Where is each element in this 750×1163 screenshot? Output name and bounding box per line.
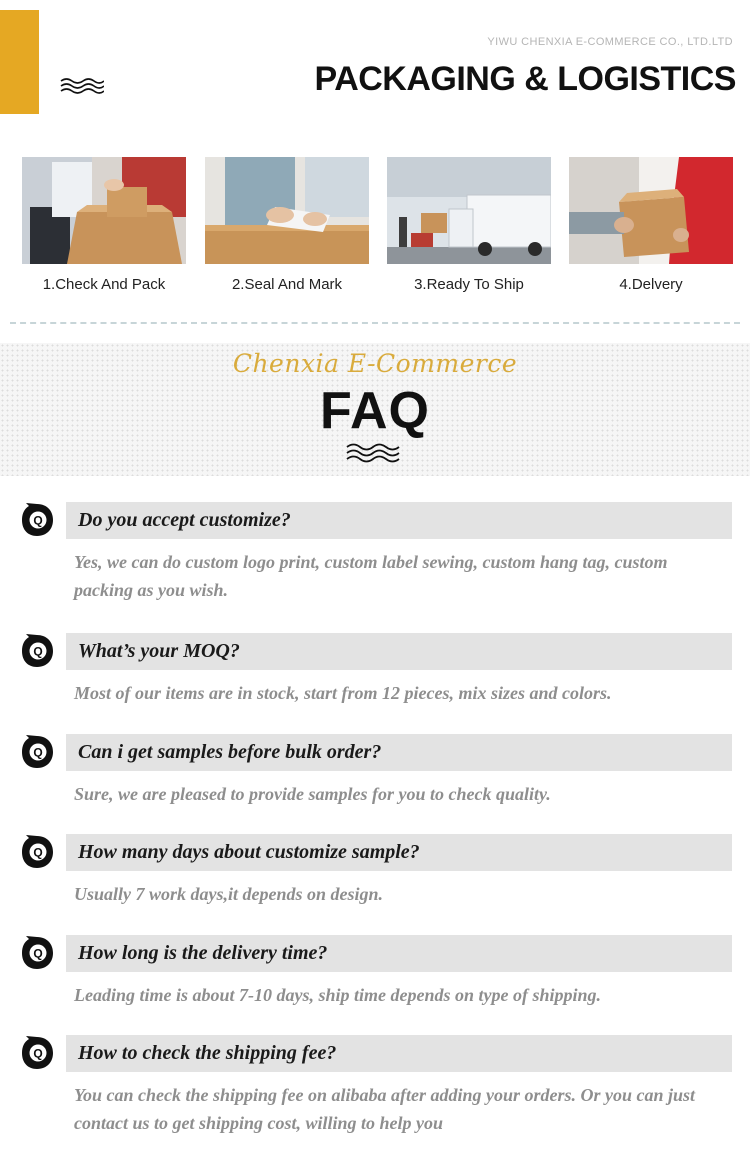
answer-text: Sure, we are pleased to provide samples for you to check quality. <box>74 784 551 804</box>
question-bar <box>66 734 732 771</box>
sealing-photo <box>205 157 369 264</box>
step-label: 3.Ready To Ship <box>414 276 524 293</box>
delivery-photo <box>569 157 733 264</box>
question-badge-icon <box>20 935 54 971</box>
step-label: 1.Check And Pack <box>42 276 166 293</box>
accent-bar <box>0 10 39 114</box>
question-bar <box>66 633 732 670</box>
packing-photo <box>22 157 186 264</box>
answer-text: Usually 7 work days,it depends on design. <box>74 884 384 904</box>
svg-text:Q: Q <box>33 1046 43 1061</box>
question-bar <box>66 1035 732 1072</box>
section-divider <box>10 322 740 324</box>
answer-text: Yes, we can do custom logo print, custom label sewing, custom hang tag, custom packing as you wish. <box>74 552 668 600</box>
step-label: 4.Delvery <box>619 276 683 293</box>
waves-icon <box>60 78 104 94</box>
step-delivery <box>569 157 733 293</box>
question-text: How many days about customize sample? <box>78 841 420 863</box>
script-title: Chenxia E-Commerce <box>232 349 518 378</box>
question-badge-icon <box>20 834 54 870</box>
svg-text:Q: Q <box>33 946 43 961</box>
question-text: Do you accept customize? <box>78 509 291 531</box>
answer-text: Most of our items are in stock, start from 12 pieces, mix sizes and colors. <box>74 683 612 703</box>
svg-text:Q: Q <box>33 513 43 528</box>
header <box>0 0 750 120</box>
question-badge-icon <box>20 502 54 538</box>
faq-title: FAQ <box>320 382 430 440</box>
step-label: 2.Seal And Mark <box>231 276 343 293</box>
question-badge-icon <box>20 1035 54 1071</box>
svg-text:Q: Q <box>33 745 43 760</box>
answer-text: You can check the shipping fee on alibaba after adding your orders. Or you can just contact us to get shipping cost, willing to help you <box>74 1085 696 1133</box>
question-bar <box>66 834 732 871</box>
van-photo <box>387 157 551 264</box>
question-text: How long is the delivery time? <box>78 942 328 964</box>
question-text: How to check the shipping fee? <box>78 1042 337 1064</box>
page-title: PACKAGING & LOGISTICS <box>314 60 736 98</box>
step-ready-to-ship <box>387 157 551 293</box>
question-text: What’s your MOQ? <box>78 640 240 662</box>
svg-text:Q: Q <box>33 845 43 860</box>
question-badge-icon <box>20 633 54 669</box>
waves-icon <box>346 443 400 463</box>
company-name: YIWU CHENXIA E-COMMERCE CO., LTD.LTD <box>487 36 733 48</box>
question-badge-icon <box>20 734 54 770</box>
question-bar <box>66 502 732 539</box>
step-check-and-pack <box>22 157 186 293</box>
logistics-steps <box>22 157 734 297</box>
question-text: Can i get samples before bulk order? <box>78 741 382 763</box>
answer-text: Leading time is about 7-10 days, ship time depends on type of shipping. <box>74 985 602 1005</box>
faq-banner <box>0 343 750 476</box>
svg-text:Q: Q <box>33 644 43 659</box>
step-seal-and-mark <box>205 157 369 293</box>
question-bar <box>66 935 732 972</box>
